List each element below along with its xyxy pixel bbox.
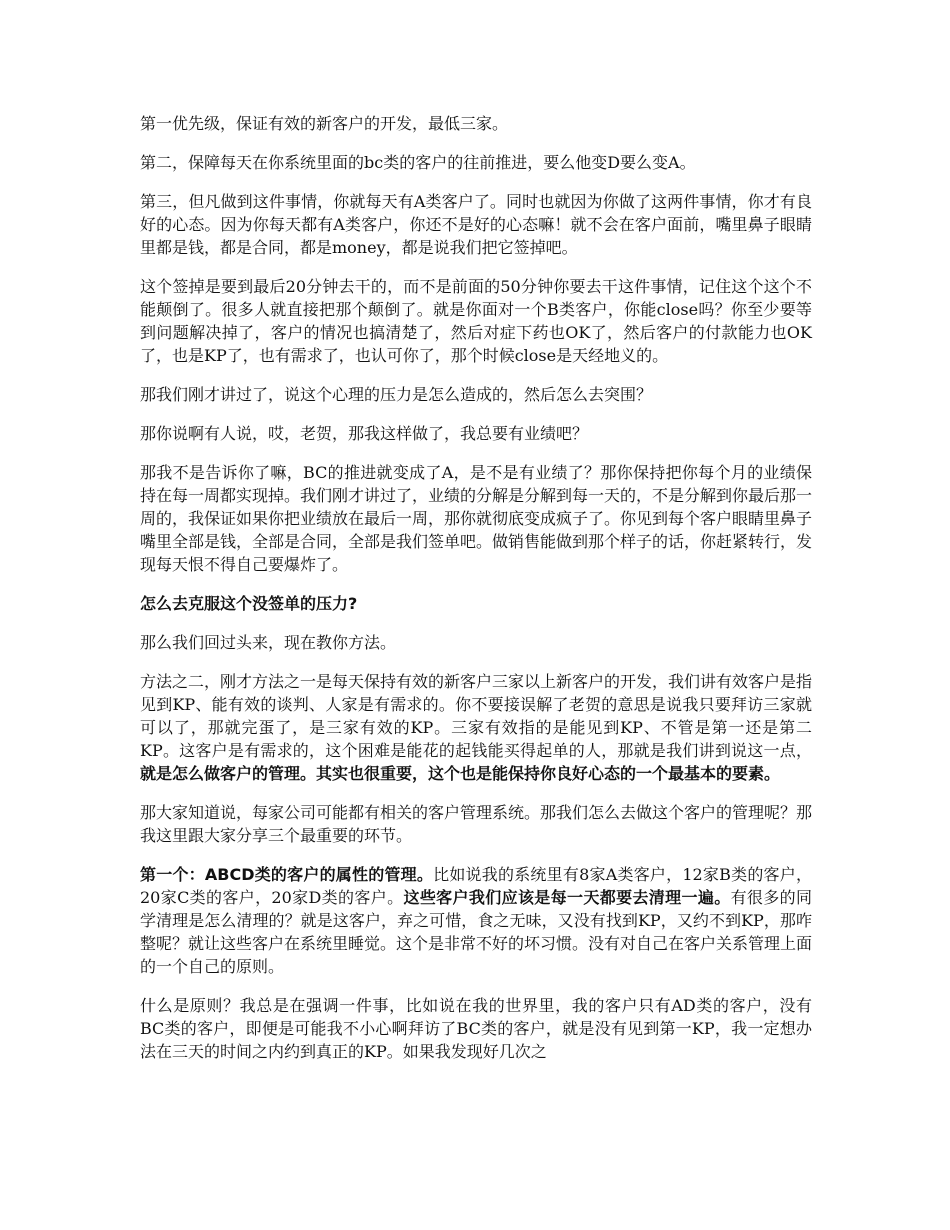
abcd-text-2: 有很多的同学清理是怎么清理的？就是这客户，弃之可惜，食之无味，又没有找到KP，又约不到KP，那咋整呢？就让这些客户在系统里睡觉。这个是非常不好的坏习惯。没有对自己在客户关系管理上面的一个自己的原则。 <box>140 888 813 976</box>
paragraph-principle: 什么是原则？我总是在强调一件事，比如说在我的世界里，我的客户只有AD类的客户，没有BC类的客户，即便是可能我不小心啊拜访了BC类的客户，就是没有见到第一KP，我一定想办法在三天的时间之内约到真正的KP。如果我发现好几次之 <box>140 996 812 1061</box>
section-heading: 怎么去克服这个没签单的压力? <box>140 594 358 613</box>
paragraph-abcd-management <box>140 863 812 978</box>
paragraph-performance-question: 那你说啊有人说，哎，老贺，那我这样做了，我总要有业绩吧？ <box>140 424 589 443</box>
abcd-text-1: 比如说我的系统里有8家A类客户，12家B类的客户，20家C类的客户，20家D类的客户。 <box>140 865 812 907</box>
abcd-bold-daily: 这些客户我们应该是每一天都要去清理一遍。 <box>403 888 731 907</box>
paragraph-method-two <box>140 670 812 785</box>
paragraph-method-intro: 那么我们回过头来，现在教你方法。 <box>140 633 397 652</box>
document-page <box>140 112 812 1079</box>
abcd-bold-title: 第一个：ABCD类的客户的属性的管理。 <box>140 865 434 884</box>
paragraph-priority-1: 第一优先级，保证有效的新客户的开发，最低三家。 <box>140 114 509 133</box>
method-two-text: 方法之二，刚才方法之一是每天保持有效的新客户三家以上新客户的开发，我们讲有效客户是指见到KP、能有效的谈判、人家是有需求的。你不要接误解了老贺的意思是说我只要拜访三家就可以了，那就完蛋了，是三家有效的KP。三家有效指的是能见到KP、不管是第一还是第二KP。这客户是有需求的，这个困难是能花的起钱能买得起单的人，那就是我们讲到说这一点， <box>140 672 813 760</box>
paragraph-priority-2: 第二，保障每天在你系统里面的bc类的客户的往前推进，要么他变D要么变A。 <box>140 153 696 172</box>
paragraph-close-timing: 这个签掉是要到最后20分钟去干的，而不是前面的50分钟你要去干这件事情，记住这个这个不能颠倒了。很多人就直接把那个颠倒了。就是你面对一个B类客户，你能close吗？你至少要等到问题解决掉了，客户的情况也搞清楚了，然后对症下药也OK了，然后客户的付款能力也OK了，也是KP了，也有需求了，也认可你了，那个时候close是天经地义的。 <box>140 277 812 365</box>
paragraph-priority-3: 第三，但凡做到这件事情，你就每天有A类客户了。同时也就因为你做了这两件事情，你才有良好的心态。因为你每天都有A类客户，你还不是好的心态嘛！就不会在客户面前，嘴里鼻子眼睛里都是钱，都是合同，都是money，都是说我们把它签掉吧。 <box>140 192 812 257</box>
paragraph-performance-answer: 那我不是告诉你了嘛，BC的推进就变成了A，是不是有业绩了？那你保持把你每个月的业绩保持在每一周都实现掉。我们刚才讲过了，业绩的分解是分解到每一天的，不是分解到你最后那一周的，我保证如果你把业绩放在最后一周，那你就彻底变成疯子了。你见到每个客户眼睛里鼻子嘴里全部是钱，全部是合同，全部是我们签单吧。做销售能做到那个样子的话，你赶紧转行，发现每天恨不得自己要爆炸了。 <box>140 463 813 574</box>
paragraph-pressure-question: 那我们刚才讲过了，说这个心理的压力是怎么造成的，然后怎么去突围？ <box>140 385 653 404</box>
paragraph-crm-intro: 那大家知道说，每家公司可能都有相关的客户管理系统。那我们怎么去做这个客户的管理呢？那我这里跟大家分享三个最重要的环节。 <box>140 803 813 845</box>
method-two-bold: 就是怎么做客户的管理。其实也很重要，这个也是能保持你良好心态的一个最基本的要素。 <box>140 764 781 783</box>
